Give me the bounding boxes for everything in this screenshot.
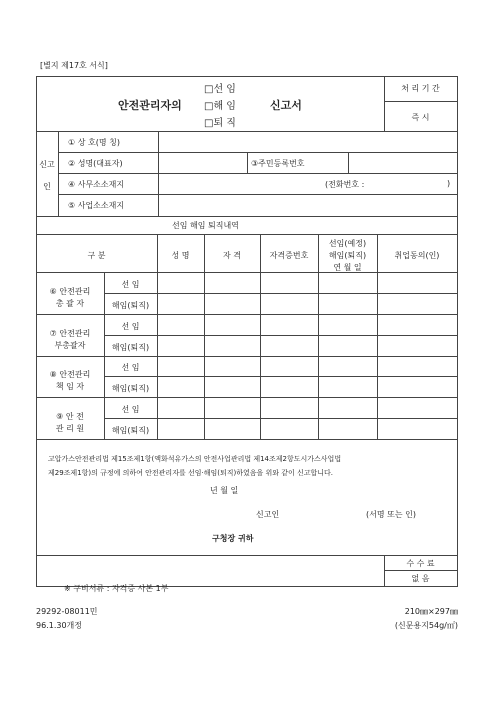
attachment-note: ※ 구비서류 : 자격증 사본 1부 — [64, 584, 169, 593]
title-option-resign: □퇴 직 — [204, 118, 236, 129]
statement-signature: (서명 또는 인) — [366, 510, 416, 519]
site-address-label: ⑤ 사업소소재지 — [68, 201, 125, 210]
group-6-dismiss: 해임(퇴직) — [111, 301, 150, 310]
group-6-label-line2: 총 괄 자 — [55, 299, 85, 308]
reporter-label-bottom: 인 — [43, 182, 51, 191]
title-suffix: 신고서 — [270, 99, 302, 112]
statement-line1: 고압가스안전관리법 제15조제1항(액화석유가스의 안전사업관리법 제14조제2항도시가스사업법 — [48, 455, 342, 463]
col-header-category: 구 분 — [87, 251, 106, 260]
business-name-label: ① 상 호(명 칭) — [68, 138, 120, 147]
statement-line2: 제29조제1항)의 규정에 의하여 안전관리자를 선임·해임(퇴직)하였음을 위와 같이 신고합니다. — [48, 469, 334, 477]
history-title: 선임 해임 퇴직내역 — [172, 221, 239, 230]
group-6-appoint: 선 임 — [121, 280, 140, 289]
phone-label: (전화번호 : — [325, 180, 365, 189]
phone-close: ) — [447, 179, 451, 188]
group-8-dismiss: 해임(퇴직) — [111, 384, 150, 393]
group-6-label-line1: ⑥ 안전관리 — [49, 287, 91, 296]
col-header-consent: 취업동의(인) — [394, 251, 440, 260]
group-9-label-line2: 관 리 원 — [55, 424, 85, 433]
footer-size: 210㎜×297㎜ — [404, 607, 458, 616]
title-prefix: 안전관리자의 — [118, 99, 182, 112]
footer-approval: 96.1.30개정 — [36, 621, 82, 630]
group-8-appoint: 선 임 — [121, 363, 140, 372]
statement-reporter: 신고인 — [256, 510, 280, 519]
col-header-date-line1: 선임(예정) — [328, 239, 367, 248]
footer-code: 29292-08011민 — [36, 607, 98, 616]
statement-date: 년 월 일 — [210, 486, 239, 495]
processing-period-value: 즉 시 — [411, 113, 430, 122]
processing-period-label: 처 리 기 간 — [401, 84, 440, 93]
group-8-label-line2: 책 임 자 — [55, 382, 85, 391]
title-option-dismiss: □해 임 — [204, 101, 236, 112]
col-header-date-line3: 연 월 일 — [333, 263, 362, 272]
group-7-dismiss: 해임(퇴직) — [111, 343, 150, 352]
col-header-cert-number: 자격증번호 — [269, 251, 309, 260]
group-7-label-line2: 부총괄자 — [54, 341, 86, 350]
group-8-label-line1: ⑧ 안전관리 — [49, 370, 91, 379]
representative-name-label: ② 성명(대표자) — [68, 159, 123, 168]
col-header-qualification: 자 격 — [223, 251, 241, 260]
resident-number-label: ③주민등록번호 — [251, 159, 305, 168]
title-option-appoint: □선 임 — [204, 84, 236, 95]
group-9-label-line1: ⑨ 안 전 — [56, 412, 84, 421]
footer-paper: (신문용지54g/㎡) — [394, 621, 458, 630]
col-header-name: 성 명 — [171, 251, 190, 260]
reporter-label-top: 신고 — [39, 160, 55, 169]
group-7-label-line1: ⑦ 안전관리 — [49, 329, 91, 338]
form-number-label: [별지 제17호 서식] — [40, 61, 108, 70]
office-address-label: ④ 사무소소재지 — [68, 180, 125, 189]
group-9-appoint: 선 임 — [121, 405, 140, 414]
fee-label: 수 수 료 — [406, 559, 435, 568]
group-7-appoint: 선 임 — [121, 322, 140, 331]
fee-value: 없 음 — [411, 574, 430, 583]
col-header-date-line2: 해임(퇴직) — [328, 251, 367, 260]
group-9-dismiss: 해임(퇴직) — [111, 426, 150, 435]
statement-addressee: 구청장 귀하 — [212, 534, 254, 543]
